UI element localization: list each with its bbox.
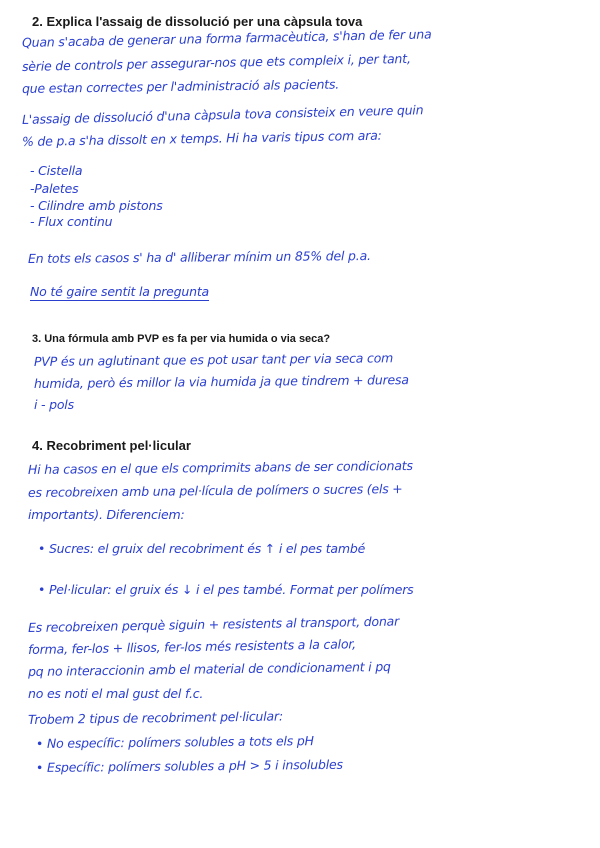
q2-comment: No té gaire sentit la pregunta <box>30 284 209 299</box>
q4-answer-line: Es recobreixen perquè siguin + resistents al transport, donar <box>27 613 400 635</box>
q2-list-item: - Flux continu <box>30 214 113 229</box>
q3-answer-line: i - pols <box>34 397 74 412</box>
q2-answer-line: sèrie de controls per assegurar-nos que ets compleix i, per tant, <box>21 50 411 74</box>
q4-answer-line: forma, fer-los + llisos, fer-los més resistents a la calor, <box>27 636 357 657</box>
q4-bullet-item: • Sucres: el gruix del recobriment és ↑ i el pes també <box>38 541 366 556</box>
q3-answer-line: PVP és un aglutinant que es pot usar tant per via seca com <box>33 350 394 369</box>
q4-answer-line: Hi ha casos en el que els comprimits abans de ser condicionats <box>27 457 413 477</box>
q4-answer-line: Trobem 2 tipus de recobriment pel·licular: <box>27 708 284 727</box>
q2-answer-line: que estan correctes per l'administració als pacients. <box>21 76 340 96</box>
q4-bullet-item: • No específic: polímers solubles a tots els pH <box>35 733 314 751</box>
q4-answer-line: importants). Diferenciem: <box>28 507 185 522</box>
q2-answer-line: L'assaig de dissolució d'una càpsula tova consisteix en veure quin <box>21 102 424 127</box>
q2-list-item: - Cilindre amb pistons <box>30 198 163 213</box>
q2-list-item: -Paletes <box>30 181 79 196</box>
q4-answer-line: no es noti el mal gust del f.c. <box>28 686 204 701</box>
q2-answer-line: Quan s'acaba de generar una forma farmacèutica, s'han de fer una <box>21 26 432 50</box>
q2-answer-line: En tots els casos s' ha d' alliberar mínim un 85% del p.a. <box>27 248 371 266</box>
q3-answer-line: humida, però és millor la via humida ja que tindrem + duresa <box>33 372 409 391</box>
q2-list-item: - Cistella <box>30 163 83 178</box>
question-3-title: 3. Una fórmula amb PVP es fa per via humida o via seca? <box>32 333 331 345</box>
question-2-title: 2. Explica l'assaig de dissolució per una càpsula tova <box>32 14 363 29</box>
question-4-title: 4. Recobriment pel·licular <box>32 438 191 453</box>
q4-answer-line: es recobreixen amb una pel·lícula de polímers o sucres (els + <box>27 481 403 500</box>
q4-bullet-item: • Pel·licular: el gruix és ↓ i el pes també. Format per polímers <box>38 582 414 597</box>
q4-bullet-item: • Específic: polímers solubles a pH > 5 i insolubles <box>35 756 343 775</box>
q4-answer-line: pq no interaccionin amb el material de condicionament i pq <box>27 658 391 679</box>
q2-answer-line: % de p.a s'ha dissolt en x temps. Hi ha varis tipus com ara: <box>21 127 382 149</box>
